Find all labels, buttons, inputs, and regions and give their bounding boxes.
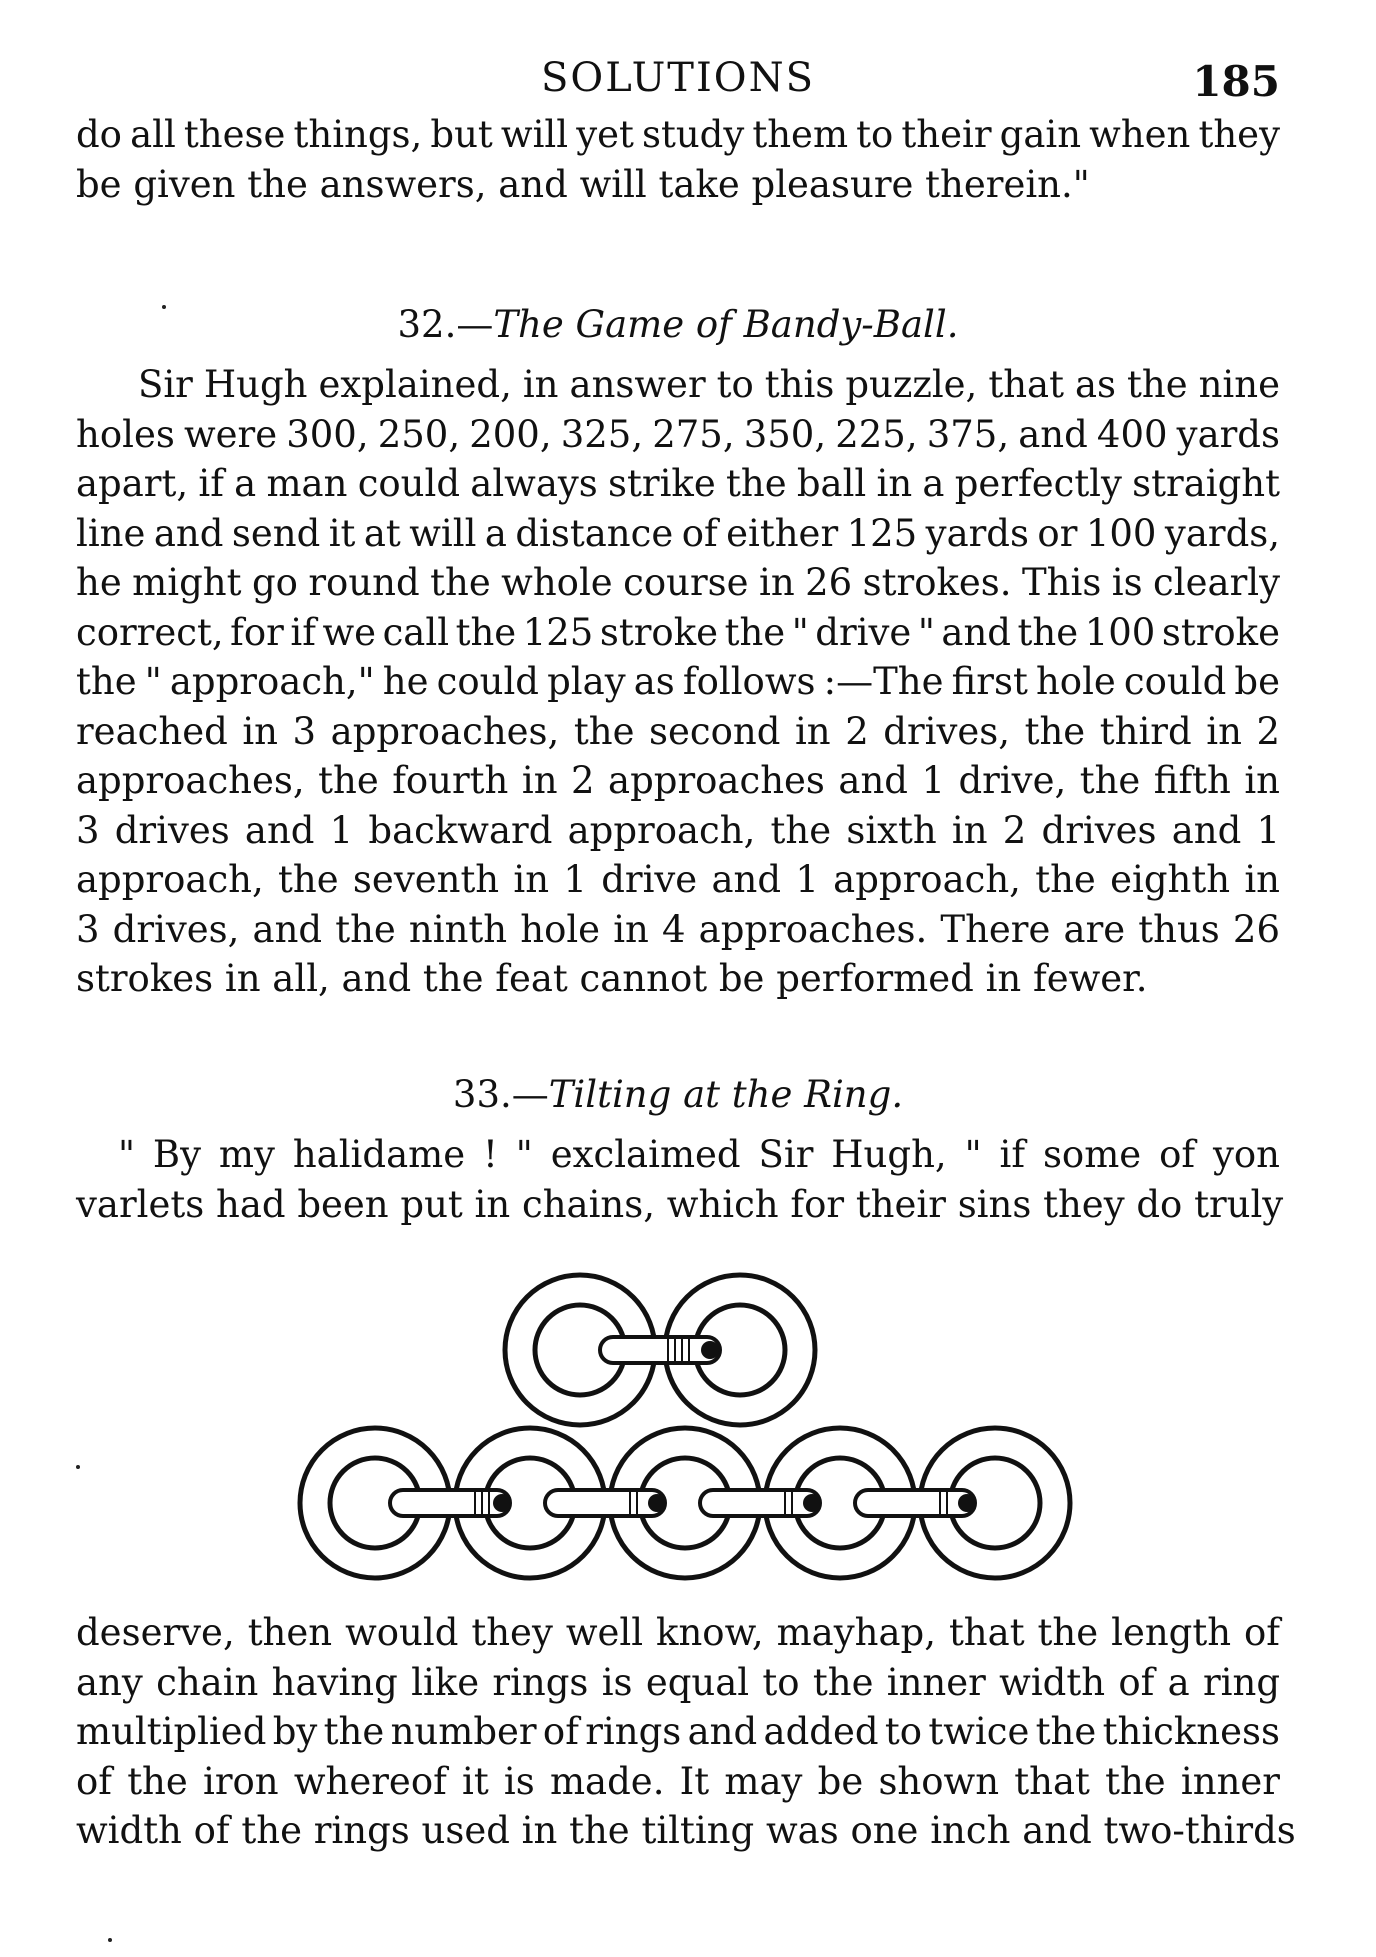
text-line: strokes in all, and the feat cannot be performed in fewer. — [76, 957, 1148, 1000]
section-number: 32.— — [397, 303, 494, 346]
bottom-chain — [300, 1428, 1070, 1578]
section-33-paragraph-bottom — [76, 1608, 1296, 1856]
section-heading-32 — [76, 300, 1280, 349]
section-32-paragraph — [76, 360, 1280, 1004]
chain-rings-illustration — [290, 1265, 1090, 1595]
text-line: approaches, the fourth in 2 approaches and 1 drive, the fifth in — [76, 759, 1280, 802]
text-line: approach, the seventh in 1 drive and 1 approach, the eighth in — [76, 858, 1280, 901]
opening-paragraph — [76, 110, 1280, 209]
text-line: any chain having like rings is equal to the inner width of a ring — [76, 1660, 1280, 1704]
running-title: SOLUTIONS — [541, 55, 815, 101]
section-title: Tilting at the Ring. — [548, 1073, 904, 1116]
text-line: he might go round the whole course in 26 strokes. This is clearly — [76, 561, 1280, 604]
text-line: " By my halidame ! " exclaimed Sir Hugh, " if some of yon — [118, 1133, 1280, 1176]
ring-link-bar — [390, 1490, 510, 1516]
text-line: correct, for if we call the 125 stroke the " drive " and the 100 stroke — [76, 610, 1280, 654]
text-line: width of the rings used in the tilting was one inch and two-thirds — [76, 1809, 1296, 1852]
text-line: line and send it at will a distance of either 125 yards or 100 yards, — [76, 511, 1280, 555]
text-line: of the iron whereof it is made. It may be shown that the inner — [76, 1759, 1280, 1803]
text-line: the " approach," he could play as follows :—The first hole could be — [76, 660, 1280, 703]
text-line: multiplied by the number of rings and added to twice the thickness — [76, 1710, 1280, 1753]
section-number: 33.— — [452, 1073, 549, 1116]
text-line: reached in 3 approaches, the second in 2 drives, the third in 2 — [76, 709, 1280, 753]
text-line: do all these things, but will yet study them to their gain when they — [76, 113, 1280, 156]
ring-link-bar — [855, 1490, 975, 1516]
section-33-paragraph-top — [76, 1130, 1284, 1229]
print-speck — [108, 1938, 112, 1942]
page-header — [76, 55, 1280, 105]
text-line: holes were 300, 250, 200, 325, 275, 350, 225, 375, and 400 yards — [76, 412, 1280, 456]
text-line: apart, if a man could always strike the ball in a perfectly straight — [76, 462, 1280, 505]
ring-link-bar — [700, 1490, 820, 1516]
text-line: varlets had been put in chains, which for their sins they do truly — [76, 1182, 1284, 1226]
text-line: be given the answers, and will take pleasure therein." — [76, 162, 1090, 206]
page-number: 185 — [1192, 57, 1280, 106]
print-speck — [76, 1465, 80, 1469]
text-line: 3 drives and 1 backward approach, the sixth in 2 drives and 1 — [76, 808, 1280, 852]
text-line: deserve, then would they well know, mayhap, that the length of — [76, 1611, 1280, 1654]
text-line: Sir Hugh explained, in answer to this puzzle, that as the nine — [138, 363, 1280, 406]
section-heading-33 — [76, 1070, 1280, 1119]
text-line: 3 drives, and the ninth hole in 4 approaches. There are thus 26 — [76, 907, 1280, 951]
section-title: The Game of Bandy-Ball. — [493, 303, 959, 346]
print-speck — [162, 305, 166, 309]
ring-link-bar — [545, 1490, 665, 1516]
top-chain — [505, 1275, 815, 1425]
